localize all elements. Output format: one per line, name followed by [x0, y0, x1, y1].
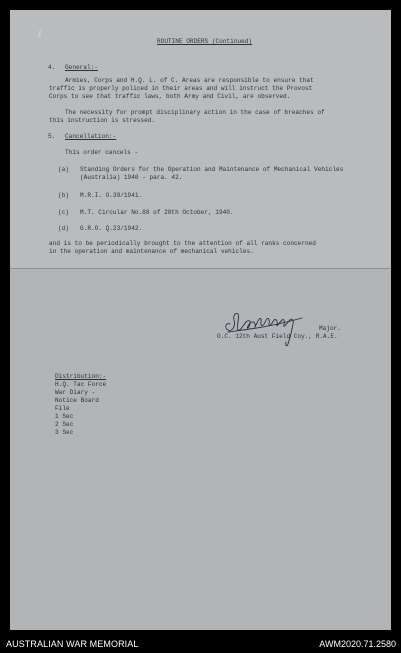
fold-line	[10, 268, 391, 269]
item-a-line1: Standing Orders for the Operation and Maintenance of Mechanical Vehicles	[80, 166, 344, 173]
item-b-label: (b)	[58, 192, 69, 199]
distribution-entry: File	[55, 405, 70, 412]
section-5-number: 5.	[48, 133, 56, 140]
distribution-entry: 2 Sec	[55, 421, 74, 428]
sheet-lower-panel	[10, 269, 391, 630]
institution-label: AUSTRALIAN WAR MEMORIAL	[6, 639, 139, 649]
signature-title: O.C. 12th Aust Field Coy., R.A.E.	[217, 333, 338, 340]
section-4-number: 4.	[48, 64, 56, 71]
paper-mark: ℓ	[38, 29, 43, 40]
handwritten-signature	[222, 306, 310, 348]
closing-line2: in the operation and maintenance of mechanical vehicles.	[49, 248, 254, 255]
distribution-entry: 1 Sec	[55, 413, 74, 420]
section-5-title: Cancellation:-	[65, 133, 117, 140]
distribution-entry: 3 Sec	[55, 429, 74, 436]
item-c-line1: M.T. Circular No.88 of 28th October, 1940.	[80, 209, 234, 216]
closing-line1: and is to be periodically brought to the attention of all ranks concerned	[49, 240, 316, 247]
item-a-line2: (Australia) 1940 - para. 42.	[80, 174, 183, 181]
item-d-label: (d)	[58, 225, 69, 232]
section-4-p1-line3: Corps to see that traffic laws, both Army and Civil, are observed.	[49, 93, 291, 100]
distribution-entry: H.Q. Tac Force	[55, 381, 107, 388]
document-sheet	[10, 10, 391, 630]
distribution-title: Distribution:-	[55, 373, 107, 380]
section-4-p1-line2: traffic is properly policed in their areas and will instruct the Provost	[49, 85, 313, 92]
section-5-intro: This order cancels -	[65, 149, 139, 156]
signature-rank: Major.	[319, 325, 341, 332]
item-d-line1: G.R.O. Q.23/1942.	[80, 225, 143, 232]
section-4-p1-line1: Armies, Corps and H.Q. L. of C. Areas are responsible to ensure that	[65, 77, 314, 84]
distribution-entry: Notice Board	[55, 397, 99, 404]
reference-number: AWM2020.71.2580	[319, 639, 396, 649]
section-4-title: General:-	[65, 64, 98, 71]
section-4-p2-line1: The necessity for prompt disciplinary action in the case of breaches of	[65, 109, 325, 116]
item-c-label: (c)	[58, 209, 69, 216]
item-a-label: (a)	[58, 166, 69, 173]
section-4-p2-line2: this instruction is stressed.	[49, 117, 156, 124]
item-b-line1: M.R.I. O.39/1941.	[80, 192, 143, 199]
document-heading: ROUTINE ORDERS (Continued)	[157, 38, 253, 45]
distribution-entry: War Diary -	[55, 389, 96, 396]
